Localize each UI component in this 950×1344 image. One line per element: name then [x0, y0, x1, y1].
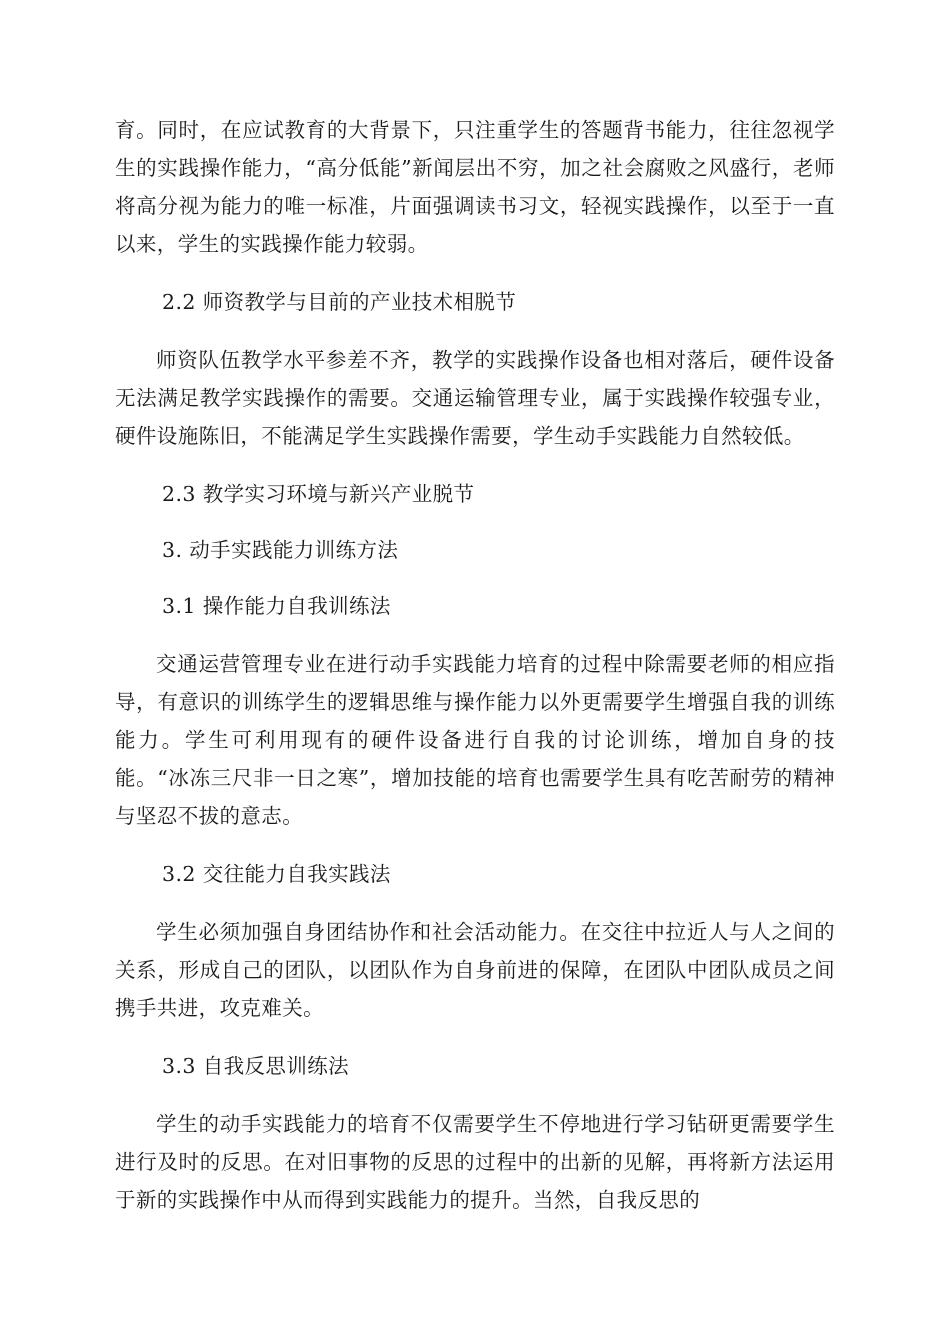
heading-3-2: 3.2 交往能力自我实践法	[162, 862, 391, 886]
heading-3: 3. 动手实践能力训练方法	[162, 538, 399, 562]
paragraph-3-3: 学生的动手实践能力的培育不仅需要学生不停地进行学习钻研更需要学生进行及时的反思。在对旧事物的反思的过程中的出新的见解，再将新方法运用于新的实践操作中从而得到实践能力的提升。当然，自我反思的	[115, 1112, 835, 1212]
heading-2-2: 2.2 师资教学与目前的产业技术相脱节	[162, 290, 517, 314]
heading-3-1: 3.1 操作能力自我训练法	[162, 594, 391, 618]
paragraph-3-1: 交通运营管理专业在进行动手实践能力培育的过程中除需要老师的相应指导，有意识的训练学生的逻辑思维与操作能力以外更需要学生增强自我的训练能力。学生可利用现有的硬件设备进行自我的讨论训练，增加自身的技能。“冰冻三尺非一日之寒”，增加技能的培育也需要学生具有吃苦耐劳的精神与坚忍不拔的意志。	[115, 652, 835, 828]
paragraph-3-2: 学生必须加强自身团结协作和社会活动能力。在交往中拉近人与人之间的关系，形成自己的团队，以团队作为自身前进的保障，在团队中团队成员之间携手共进，攻克难关。	[115, 920, 835, 1020]
paragraph-intro: 育。同时，在应试教育的大背景下，只注重学生的答题背书能力，往往忽视学生的实践操作能力，“高分低能”新闻层出不穷，加之社会腐败之风盛行，老师将高分视为能力的唯一标准，片面强调读书习文，轻视实践操作，以至于一直以来，学生的实践操作能力较弱。	[115, 118, 835, 256]
heading-3-3: 3.3 自我反思训练法	[162, 1054, 350, 1078]
paragraph-2-2: 师资队伍教学水平参差不齐，教学的实践操作设备也相对落后，硬件设备无法满足教学实践操作的需要。交通运输管理专业，属于实践操作较强专业，硬件设施陈旧，不能满足学生实践操作需要，学生动手实践能力自然较低。	[115, 348, 835, 448]
heading-2-3: 2.3 教学实习环境与新兴产业脱节	[162, 482, 475, 506]
document-body	[115, 111, 835, 1219]
